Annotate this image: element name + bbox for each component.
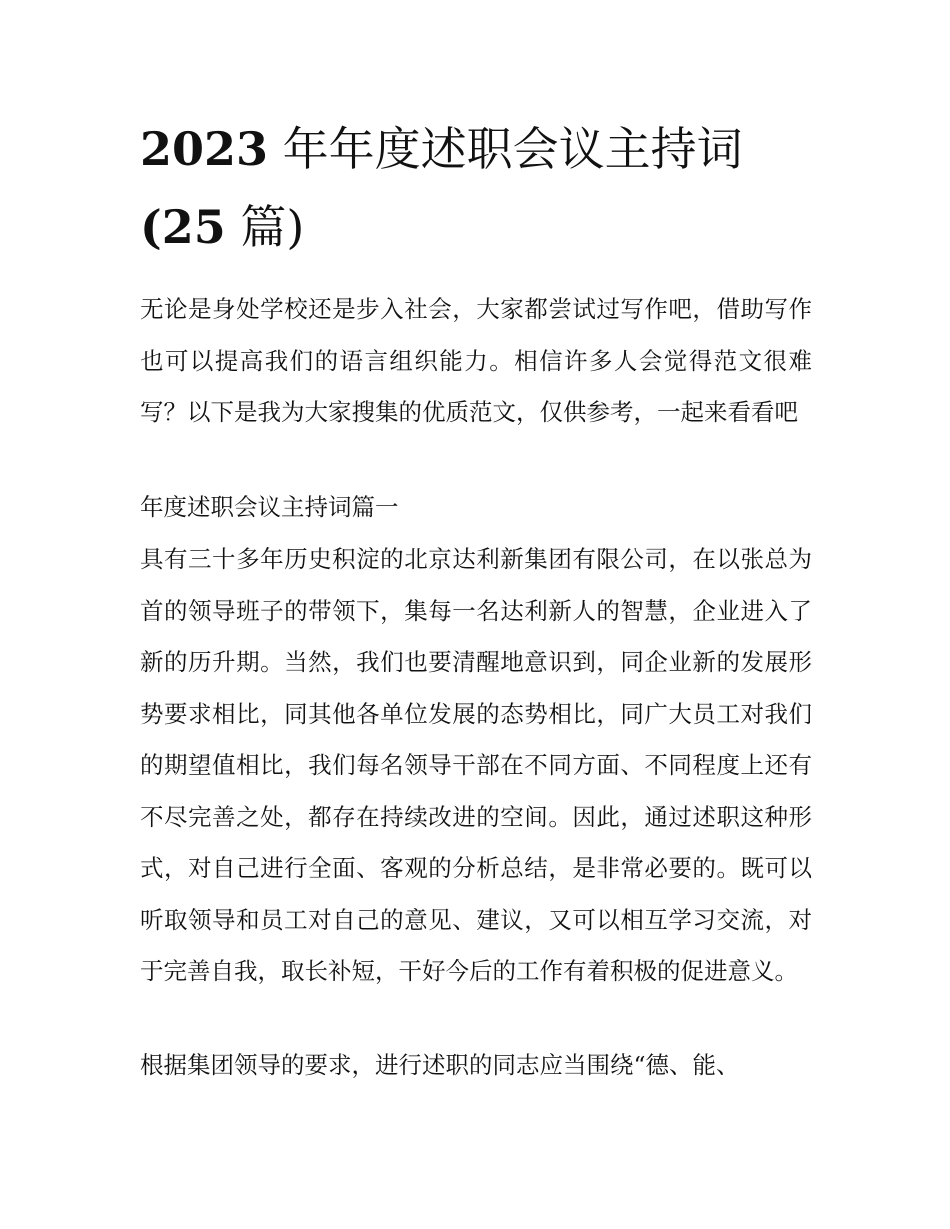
title-count-suffix: 篇)	[240, 200, 305, 254]
document-title	[140, 110, 820, 266]
title-count: (25	[140, 200, 226, 254]
title-main-text: 年年度述职会议主持词	[282, 122, 743, 176]
intro-paragraph: 无论是身处学校还是步入社会，大家都尝试过写作吧，借助写作也可以提高我们的语言组织能力。相信许多人会觉得范文很难写？以下是我为大家搜集的优质范文，仅供参考，一起来看看吧	[140, 295, 812, 426]
section-heading: 年度述职会议主持词篇一	[140, 493, 399, 521]
body-paragraph-2: 根据集团领导的要求，进行述职的同志应当围绕“德、能、	[140, 1051, 740, 1079]
body-paragraph-1: 具有三十多年历史积淀的北京达利新集团有限公司，在以张总为首的领导班子的带领下，集每一名达利新人的智慧，企业进入了新的历升期。当然，我们也要清醒地意识到，同企业新的发展形势要求相比，同其他各单位发展的态势相比，同广大员工对我们的期望值相比，我们每名领导干部在不同方面、不同程度上还有不尽完善之处，都存在持续改进的空间。因此，通过述职这种形式，对自己进行全面、客观的分析总结，是非常必要的。既可以听取领导和员工对自己的意见、建议，又可以相互学习交流，对于完善自我，取长补短，干好今后的工作有着积极的促进意义。	[140, 545, 812, 985]
title-year: 2023	[140, 122, 269, 176]
